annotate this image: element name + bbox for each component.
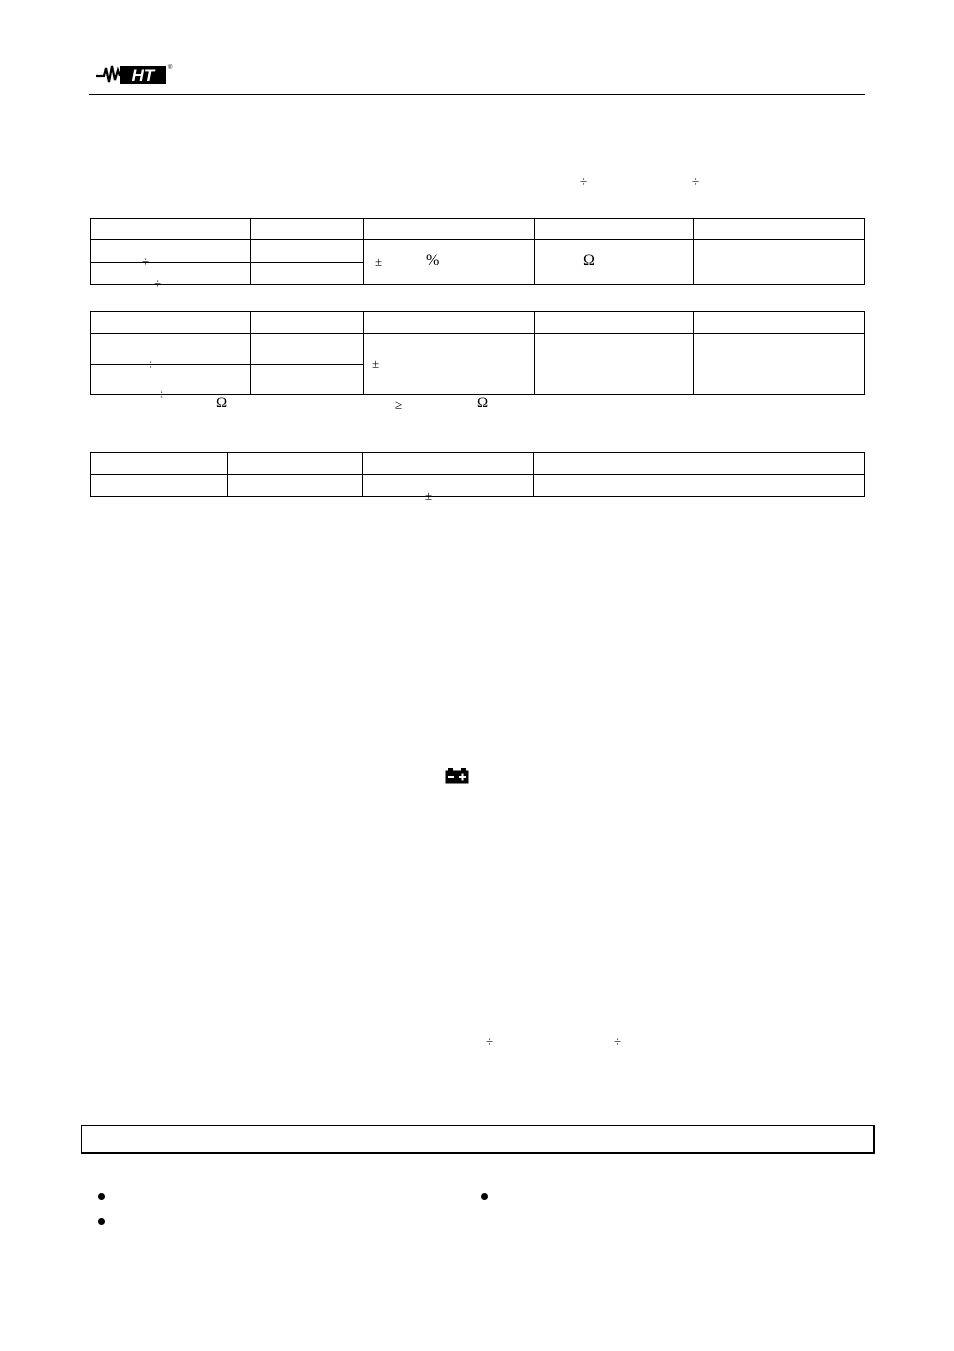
table-cell xyxy=(251,334,364,365)
range-cell xyxy=(91,240,251,269)
table-cell xyxy=(534,475,865,497)
table-header-cell xyxy=(364,219,535,240)
table-header-cell xyxy=(535,312,694,334)
range-divide-symbol: ÷ xyxy=(154,276,162,292)
accuracy-cell xyxy=(364,334,535,395)
accuracy-plusminus: ± xyxy=(372,356,380,371)
section-heading-box xyxy=(81,1125,875,1154)
bullet-icon xyxy=(481,1193,488,1200)
range-divide-symbol: ÷ xyxy=(147,356,155,372)
table-header-cell xyxy=(91,219,251,240)
logo-registered-mark: ® xyxy=(168,65,173,71)
accuracy-percent: % xyxy=(426,252,440,269)
header-rule xyxy=(89,94,865,95)
table-cell xyxy=(694,334,865,395)
table-header-cell xyxy=(535,219,694,240)
ohm-symbol: Ω xyxy=(583,252,595,269)
spec-table-2 xyxy=(90,311,865,403)
table-cell xyxy=(228,475,363,497)
table-cell xyxy=(694,240,865,285)
table-cell xyxy=(251,262,364,285)
unit-cell xyxy=(535,240,694,285)
table-header-cell xyxy=(228,453,363,475)
bullet-icon xyxy=(98,1218,105,1225)
logo-text: HT xyxy=(131,66,155,85)
range-cell xyxy=(91,262,251,292)
range-divide-symbol: ÷ xyxy=(142,253,150,269)
table-cell xyxy=(251,364,364,395)
note-geq-symbol: ≥ xyxy=(395,397,403,412)
range-cell xyxy=(91,364,251,403)
spec-table-1 xyxy=(90,218,865,292)
note-ohm-symbol-2: Ω xyxy=(477,395,489,411)
table-header-row xyxy=(91,453,865,475)
accuracy-cell xyxy=(364,240,535,285)
intro-divide-symbol-1: ÷ xyxy=(580,174,588,189)
table-cell xyxy=(91,475,228,497)
spec-table-3 xyxy=(90,452,865,503)
table-header-cell xyxy=(534,453,865,475)
lower-divide-symbol-2: ÷ xyxy=(614,1034,622,1049)
table-header-row xyxy=(91,219,865,240)
table-row xyxy=(91,240,865,263)
table-row xyxy=(91,334,865,365)
table-header-cell xyxy=(363,453,534,475)
table-header-row xyxy=(91,312,865,334)
accuracy-plusminus: ± xyxy=(375,254,383,269)
table-header-cell xyxy=(694,219,865,240)
accuracy-cell xyxy=(363,475,534,503)
battery-icon xyxy=(445,768,469,784)
table-header-cell xyxy=(694,312,865,334)
intro-divide-symbol-2: ÷ xyxy=(692,174,700,189)
table-header-cell xyxy=(91,312,251,334)
table-header-cell xyxy=(364,312,535,334)
table-header-cell xyxy=(91,453,228,475)
table-row xyxy=(91,475,865,497)
accuracy-plusminus: ± xyxy=(425,487,433,503)
table-cell xyxy=(251,240,364,263)
table-header-cell xyxy=(251,219,364,240)
table-header-cell xyxy=(251,312,364,334)
range-cell xyxy=(91,334,251,372)
bullet-icon xyxy=(98,1193,105,1200)
lower-divide-symbol-1: ÷ xyxy=(486,1034,494,1049)
range-divide-symbol: ÷ xyxy=(158,387,166,403)
table-cell xyxy=(535,334,694,395)
ht-logo xyxy=(94,62,173,86)
note-ohm-symbol-1: Ω xyxy=(216,395,228,411)
